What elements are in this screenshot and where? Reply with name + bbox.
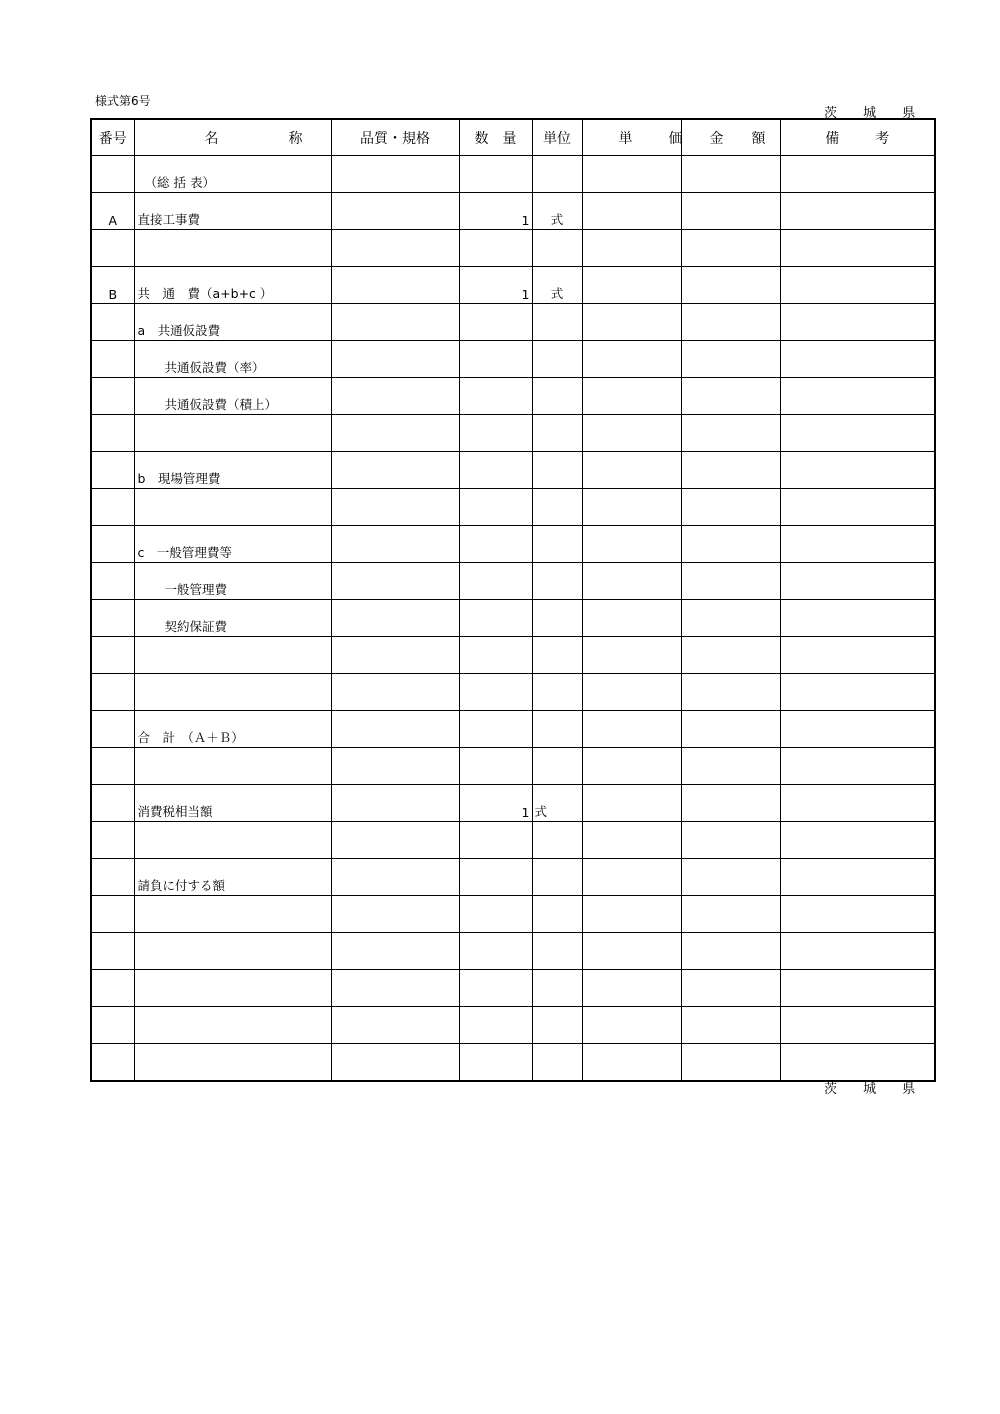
cell-unit xyxy=(532,526,582,563)
table-row xyxy=(91,452,935,489)
cell-amount xyxy=(681,785,780,822)
cell-remarks xyxy=(780,304,935,341)
table-row xyxy=(91,896,935,933)
cell-unit xyxy=(532,711,582,748)
cell-unit xyxy=(532,452,582,489)
cell-spec xyxy=(331,526,459,563)
table-row xyxy=(91,785,935,822)
table-row xyxy=(91,341,935,378)
cell-amount xyxy=(681,674,780,711)
table-row xyxy=(91,711,935,748)
cell-remarks xyxy=(780,230,935,267)
cell-spec xyxy=(331,637,459,674)
cell-price xyxy=(582,785,681,822)
cell-spec xyxy=(331,674,459,711)
cell-remarks xyxy=(780,970,935,1007)
cell-amount xyxy=(681,267,780,304)
cell-unit xyxy=(532,341,582,378)
cell-unit xyxy=(532,896,582,933)
table-row xyxy=(91,526,935,563)
cell-remarks xyxy=(780,378,935,415)
cell-qty xyxy=(459,452,532,489)
cell-name: 請負に付する額 xyxy=(134,859,331,896)
cell-qty xyxy=(459,1007,532,1044)
cell-price xyxy=(582,415,681,452)
table-row xyxy=(91,822,935,859)
cell-name xyxy=(134,674,331,711)
table-row xyxy=(91,600,935,637)
cell-price xyxy=(582,489,681,526)
cell-unit xyxy=(532,933,582,970)
cell-no xyxy=(91,822,134,859)
cell-spec xyxy=(331,304,459,341)
cell-remarks xyxy=(780,267,935,304)
cell-amount xyxy=(681,822,780,859)
cell-price xyxy=(582,970,681,1007)
cell-amount xyxy=(681,230,780,267)
cell-remarks xyxy=(780,822,935,859)
cell-no xyxy=(91,156,134,193)
cell-unit xyxy=(532,230,582,267)
cell-name xyxy=(134,1044,331,1082)
cell-remarks xyxy=(780,1044,935,1082)
cell-name: c 一般管理費等 xyxy=(134,526,331,563)
cell-name xyxy=(134,1007,331,1044)
cell-qty xyxy=(459,378,532,415)
cell-no xyxy=(91,933,134,970)
cell-name: a 共通仮設費 xyxy=(134,304,331,341)
header-amount-text: 金額 xyxy=(709,130,794,147)
cell-remarks xyxy=(780,452,935,489)
cell-amount xyxy=(681,1007,780,1044)
cell-spec xyxy=(331,378,459,415)
cell-spec xyxy=(331,452,459,489)
cell-remarks xyxy=(780,637,935,674)
header-no: 番号 xyxy=(91,119,134,156)
cell-no xyxy=(91,1007,134,1044)
cell-remarks xyxy=(780,193,935,230)
cell-unit xyxy=(532,156,582,193)
table-row xyxy=(91,859,935,896)
cell-unit xyxy=(532,1007,582,1044)
header-price-text: 単価 xyxy=(618,130,719,147)
cell-amount xyxy=(681,415,780,452)
cell-unit xyxy=(532,970,582,1007)
cell-amount xyxy=(681,156,780,193)
cell-price xyxy=(582,896,681,933)
header-qty-text: 数量 xyxy=(474,130,531,147)
prefecture-label-top: 茨 城 県 xyxy=(824,106,927,121)
cell-qty xyxy=(459,341,532,378)
cell-no xyxy=(91,378,134,415)
table-row xyxy=(91,489,935,526)
cell-spec xyxy=(331,748,459,785)
cell-price xyxy=(582,859,681,896)
cell-qty xyxy=(459,415,532,452)
cell-no xyxy=(91,674,134,711)
cell-name: 直接工事費 xyxy=(134,193,331,230)
prefecture-label-bottom: 茨 城 県 xyxy=(824,1082,927,1097)
cell-remarks xyxy=(780,785,935,822)
cell-name: 共 通 費（a+b+c ） xyxy=(134,267,331,304)
header-remarks-text: 備考 xyxy=(825,130,926,147)
header-name xyxy=(134,119,373,156)
cell-price xyxy=(582,711,681,748)
cell-no xyxy=(91,452,134,489)
cell-unit xyxy=(532,859,582,896)
cell-no xyxy=(91,526,134,563)
table-row xyxy=(91,156,935,193)
cell-name xyxy=(134,822,331,859)
cell-price xyxy=(582,452,681,489)
cell-qty xyxy=(459,1044,532,1082)
cell-price xyxy=(582,1007,681,1044)
cell-amount xyxy=(681,970,780,1007)
form-number: 様式第6号 xyxy=(95,94,151,108)
header-name-text: 名称 xyxy=(204,130,373,147)
table-row xyxy=(91,415,935,452)
cell-price xyxy=(582,563,681,600)
cell-qty xyxy=(459,600,532,637)
cell-spec xyxy=(331,785,459,822)
cell-unit xyxy=(532,415,582,452)
cell-qty: 1 xyxy=(459,267,532,304)
header-price xyxy=(582,119,719,156)
cell-no xyxy=(91,711,134,748)
cell-qty xyxy=(459,674,532,711)
cell-remarks xyxy=(780,563,935,600)
cell-unit xyxy=(532,378,582,415)
cell-amount xyxy=(681,933,780,970)
table-row xyxy=(91,378,935,415)
header-qty xyxy=(459,119,532,156)
table-row xyxy=(91,637,935,674)
cell-qty xyxy=(459,156,532,193)
cell-remarks xyxy=(780,859,935,896)
cell-price xyxy=(582,637,681,674)
cell-no xyxy=(91,341,134,378)
cell-qty xyxy=(459,304,532,341)
cell-qty xyxy=(459,748,532,785)
cell-name: 合 計 （Ａ＋Ｂ） xyxy=(134,711,331,748)
cell-price xyxy=(582,193,681,230)
cell-unit: 式 xyxy=(532,193,582,230)
cell-spec xyxy=(331,600,459,637)
estimate-summary-table xyxy=(90,118,936,1082)
cell-name xyxy=(134,230,331,267)
cell-price xyxy=(582,267,681,304)
cell-amount xyxy=(681,600,780,637)
header-spec: 品質・規格 xyxy=(331,119,459,156)
table-row xyxy=(91,1007,935,1044)
cell-spec xyxy=(331,341,459,378)
cell-remarks xyxy=(780,600,935,637)
header-unit: 単位 xyxy=(532,119,582,156)
header-amount xyxy=(681,119,794,156)
cell-price xyxy=(582,156,681,193)
cell-unit xyxy=(532,489,582,526)
table-row xyxy=(91,933,935,970)
cell-qty xyxy=(459,489,532,526)
cell-qty xyxy=(459,933,532,970)
cell-spec xyxy=(331,230,459,267)
cell-amount xyxy=(681,1044,780,1082)
cell-unit xyxy=(532,600,582,637)
cell-name xyxy=(134,970,331,1007)
cell-no xyxy=(91,563,134,600)
table-row xyxy=(91,970,935,1007)
header-remarks xyxy=(780,119,935,156)
cell-qty xyxy=(459,896,532,933)
header-row xyxy=(91,119,935,156)
cell-remarks xyxy=(780,489,935,526)
cell-amount xyxy=(681,526,780,563)
cell-amount xyxy=(681,489,780,526)
cell-qty xyxy=(459,711,532,748)
cell-price xyxy=(582,1044,681,1082)
cell-spec xyxy=(331,970,459,1007)
cell-amount xyxy=(681,452,780,489)
cell-name xyxy=(134,637,331,674)
cell-name: 一般管理費 xyxy=(134,563,331,600)
cell-unit xyxy=(532,748,582,785)
cell-remarks xyxy=(780,674,935,711)
cell-spec xyxy=(331,415,459,452)
cell-amount xyxy=(681,711,780,748)
cell-spec xyxy=(331,193,459,230)
cell-no xyxy=(91,230,134,267)
cell-spec xyxy=(331,933,459,970)
cell-no xyxy=(91,1044,134,1082)
cell-name xyxy=(134,933,331,970)
cell-remarks xyxy=(780,156,935,193)
cell-name: 共通仮設費（率） xyxy=(134,341,331,378)
cell-no xyxy=(91,304,134,341)
cell-amount xyxy=(681,341,780,378)
cell-no xyxy=(91,637,134,674)
cell-spec xyxy=(331,822,459,859)
cell-qty xyxy=(459,637,532,674)
cell-amount xyxy=(681,637,780,674)
cell-unit xyxy=(532,563,582,600)
table-row xyxy=(91,674,935,711)
cell-qty xyxy=(459,526,532,563)
cell-price xyxy=(582,748,681,785)
cell-no xyxy=(91,970,134,1007)
table-row xyxy=(91,230,935,267)
cell-amount xyxy=(681,378,780,415)
cell-name xyxy=(134,489,331,526)
table-row xyxy=(91,267,935,304)
cell-amount xyxy=(681,304,780,341)
cell-qty xyxy=(459,859,532,896)
cell-price xyxy=(582,600,681,637)
cell-price xyxy=(582,933,681,970)
cell-spec xyxy=(331,1044,459,1082)
cell-no: A xyxy=(91,193,134,230)
cell-unit xyxy=(532,637,582,674)
cell-unit: 式 xyxy=(532,785,582,822)
cell-unit xyxy=(532,1044,582,1082)
cell-name: （総 括 表） xyxy=(134,156,331,193)
cell-price xyxy=(582,341,681,378)
cell-remarks xyxy=(780,526,935,563)
cell-qty: 1 xyxy=(459,785,532,822)
cell-spec xyxy=(331,267,459,304)
cell-spec xyxy=(331,711,459,748)
cell-unit: 式 xyxy=(532,267,582,304)
cell-name: 共通仮設費（積上） xyxy=(134,378,331,415)
cell-qty: 1 xyxy=(459,193,532,230)
table-row xyxy=(91,1044,935,1082)
cell-spec xyxy=(331,1007,459,1044)
table-row xyxy=(91,748,935,785)
cell-remarks xyxy=(780,341,935,378)
cell-remarks xyxy=(780,896,935,933)
cell-remarks xyxy=(780,748,935,785)
cell-name xyxy=(134,748,331,785)
cell-spec xyxy=(331,156,459,193)
cell-price xyxy=(582,526,681,563)
cell-price xyxy=(582,230,681,267)
cell-name xyxy=(134,896,331,933)
cell-no: B xyxy=(91,267,134,304)
cell-remarks xyxy=(780,1007,935,1044)
cell-spec xyxy=(331,859,459,896)
cell-qty xyxy=(459,230,532,267)
cell-amount xyxy=(681,563,780,600)
cell-amount xyxy=(681,193,780,230)
cell-no xyxy=(91,785,134,822)
cell-unit xyxy=(532,822,582,859)
cell-no xyxy=(91,896,134,933)
cell-price xyxy=(582,674,681,711)
cell-no xyxy=(91,489,134,526)
cell-spec xyxy=(331,489,459,526)
cell-name: b 現場管理費 xyxy=(134,452,331,489)
cell-no xyxy=(91,859,134,896)
cell-name: 消費税相当額 xyxy=(134,785,331,822)
cell-unit xyxy=(532,674,582,711)
cell-remarks xyxy=(780,711,935,748)
cell-price xyxy=(582,378,681,415)
cell-spec xyxy=(331,563,459,600)
cell-name: 契約保証費 xyxy=(134,600,331,637)
cell-remarks xyxy=(780,415,935,452)
cell-qty xyxy=(459,822,532,859)
cell-unit xyxy=(532,304,582,341)
cell-remarks xyxy=(780,933,935,970)
cell-qty xyxy=(459,970,532,1007)
cell-no xyxy=(91,600,134,637)
cell-name xyxy=(134,415,331,452)
cell-price xyxy=(582,822,681,859)
table-row xyxy=(91,193,935,230)
table-row xyxy=(91,563,935,600)
cell-price xyxy=(582,304,681,341)
cell-amount xyxy=(681,896,780,933)
cell-amount xyxy=(681,859,780,896)
cell-no xyxy=(91,415,134,452)
table-row xyxy=(91,304,935,341)
cell-qty xyxy=(459,563,532,600)
cell-amount xyxy=(681,748,780,785)
cell-spec xyxy=(331,896,459,933)
cell-no xyxy=(91,748,134,785)
